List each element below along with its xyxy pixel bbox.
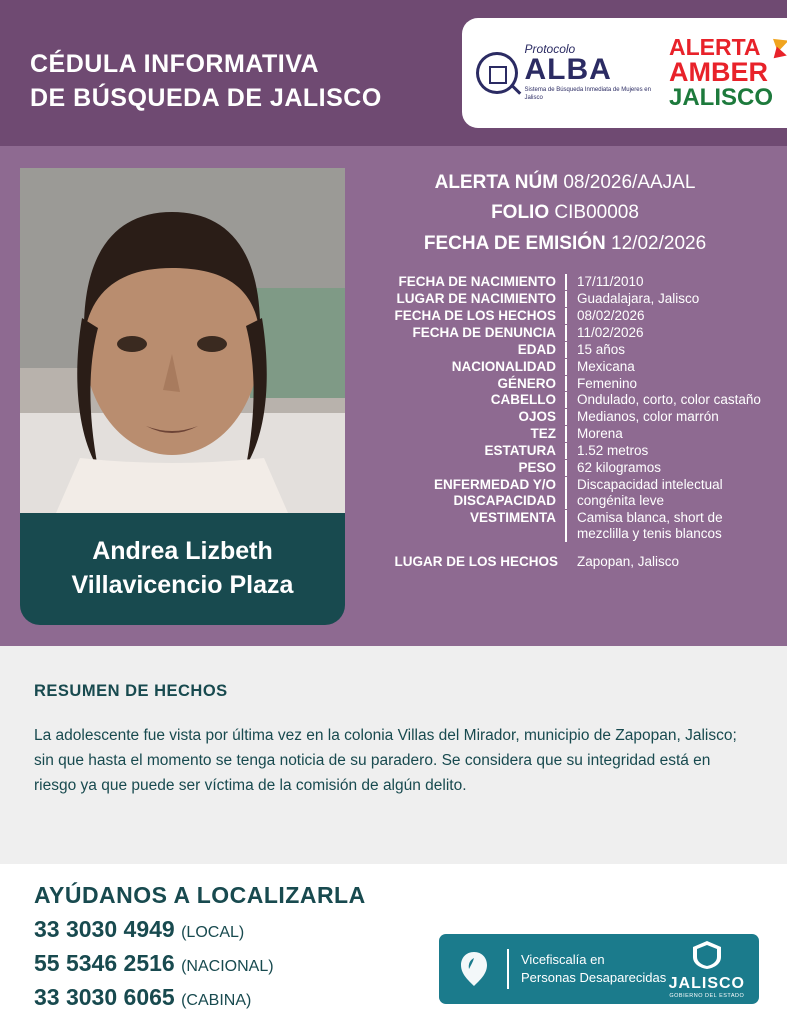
- bird-icon-secondary: [774, 47, 787, 62]
- field-label: FECHA DE NACIMIENTO: [360, 274, 567, 290]
- alba-subtitle-label: Sistema de Búsqueda Inmediata de Mujeres en Jalisco: [524, 87, 651, 101]
- alba-protocolo-label: Protocolo: [524, 42, 576, 57]
- alert-header-block: [360, 168, 770, 259]
- place-label: LUGAR DE LOS HECHOS: [394, 553, 558, 569]
- field-value: 17/11/2010: [577, 274, 644, 289]
- table-row: [360, 325, 775, 341]
- table-row: [360, 443, 775, 459]
- jalisco-subtitle: GOBIERNO DEL ESTADO: [669, 992, 745, 999]
- field-value: 08/02/2026: [577, 307, 645, 323]
- vicefiscalia-badge: [439, 934, 759, 1004]
- alert-date-value: 12/02/2026: [611, 232, 707, 254]
- phone-number[interactable]: 33 3030 4949: [34, 916, 175, 942]
- summary-title: RESUMEN DE HECHOS: [34, 682, 228, 700]
- field-label: TEZ: [360, 426, 567, 442]
- field-value: Discapacidad intelectual congénita leve: [577, 477, 723, 508]
- jalisco-logo: [669, 940, 745, 999]
- table-row: [360, 376, 775, 392]
- phone-tag: (NACIONAL): [181, 958, 274, 975]
- amber-line3: JALISCO: [668, 84, 773, 111]
- field-value: Guadalajara, Jalisco: [577, 290, 700, 306]
- table-row: [360, 510, 775, 542]
- logos-container: [462, 18, 787, 128]
- poster-body: [0, 146, 787, 646]
- field-label: ENFERMEDAD Y/O DISCAPACIDAD: [360, 477, 567, 509]
- alert-folio-row: [360, 198, 770, 228]
- poster-footer: [0, 864, 787, 1024]
- person-name-box: [20, 513, 345, 625]
- poster-header: [0, 0, 787, 146]
- field-value: Femenino: [577, 375, 638, 391]
- amber-line2: AMBER: [668, 57, 768, 87]
- badge-line1: Vicefiscalía en: [521, 952, 605, 968]
- field-label: CABELLO: [360, 392, 567, 408]
- field-value: 1.52 metros: [577, 443, 649, 459]
- field-label: GÉNERO: [360, 376, 567, 392]
- amber-line1: ALERTA: [668, 34, 761, 60]
- phone-number[interactable]: 33 3030 6065: [34, 984, 175, 1010]
- place-value: Zapopan, Jalisco: [577, 553, 680, 569]
- phone-tag: (CABINA): [181, 992, 252, 1009]
- alert-number-label: ALERTA NÚM: [434, 172, 559, 193]
- table-row: [360, 426, 775, 442]
- alerta-amber-logo: [669, 36, 773, 110]
- person-photo-graphic: [20, 168, 345, 513]
- help-title: AYÚDANOS A LOCALIZARLA: [34, 882, 366, 908]
- person-name-line2: Villavicencio Plaza: [71, 571, 294, 599]
- badge-line2: Personas Desaparecidas: [521, 970, 667, 985]
- page-title-line1: CÉDULA INFORMATIVA: [30, 50, 320, 78]
- field-label: FECHA DE DENUNCIA: [360, 325, 567, 341]
- field-value: 11/02/2026: [577, 324, 644, 340]
- alert-number-row: [360, 168, 770, 198]
- field-value: Morena: [577, 426, 623, 442]
- person-photo: [20, 168, 345, 513]
- field-label: FECHA DE LOS HECHOS: [360, 308, 567, 324]
- table-row: [360, 342, 775, 358]
- table-row: [360, 359, 775, 375]
- alert-date-label: FECHA DE EMISIÓN: [423, 232, 606, 254]
- field-value: Ondulado, corto, color castaño: [577, 392, 761, 408]
- summary-section: [0, 646, 787, 864]
- magnifier-icon: [476, 52, 518, 94]
- alert-date-row: [360, 229, 770, 259]
- badge-divider: [507, 949, 509, 989]
- field-label: PESO: [360, 460, 567, 476]
- field-label: ESTATURA: [360, 443, 567, 459]
- table-row: [360, 460, 775, 476]
- table-row: [360, 308, 775, 324]
- jalisco-shield-icon: [690, 940, 724, 970]
- table-row-place: [360, 554, 775, 570]
- summary-text: La adolescente fue vista por última vez en la colonia Villas del Mirador, municipio de Zapopan, Jalisco; sin que hasta el momento se tenga noticia de su paradero. Se considera que su integridad está en riesgo ya que puede ser víctima de la comisión de algún delito.: [34, 727, 737, 795]
- field-label: NACIONALIDAD: [360, 359, 567, 375]
- table-row: [360, 409, 775, 425]
- field-label: VESTIMENTA: [360, 510, 567, 542]
- field-value: Medianos, color marrón: [577, 409, 719, 425]
- table-row: [360, 477, 775, 509]
- table-row: [360, 392, 775, 408]
- field-value: 15 años: [577, 341, 626, 357]
- page-title: [30, 48, 382, 116]
- alert-folio-label: FOLIO: [491, 202, 550, 224]
- field-value: Camisa blanca, short de mezclilla y tenis blancos: [577, 509, 723, 541]
- badge-text: [521, 951, 669, 986]
- alba-name-label: ALBA: [524, 53, 612, 87]
- field-value: Mexicana: [577, 358, 635, 374]
- field-label: OJOS: [360, 409, 567, 425]
- alert-folio-value: CIB00008: [554, 202, 639, 224]
- jalisco-name: JALISCO: [668, 974, 745, 992]
- details-table: [360, 274, 775, 571]
- table-row: [360, 274, 775, 290]
- page-title-line2: DE BÚSQUEDA DE JALISCO: [30, 83, 382, 112]
- field-label: LUGAR DE NACIMIENTO: [360, 291, 567, 307]
- phone-number[interactable]: 55 5346 2516: [34, 950, 175, 976]
- dove-icon: [453, 948, 495, 990]
- field-label: EDAD: [360, 342, 567, 358]
- person-name-line1: Andrea Lizbeth: [92, 537, 273, 566]
- alert-number-value: 08/2026/AAJAL: [563, 172, 696, 193]
- table-row: [360, 291, 775, 307]
- phone-tag: (LOCAL): [181, 924, 245, 941]
- field-value: 62 kilogramos: [577, 460, 662, 476]
- protocolo-alba-logo: [476, 43, 669, 103]
